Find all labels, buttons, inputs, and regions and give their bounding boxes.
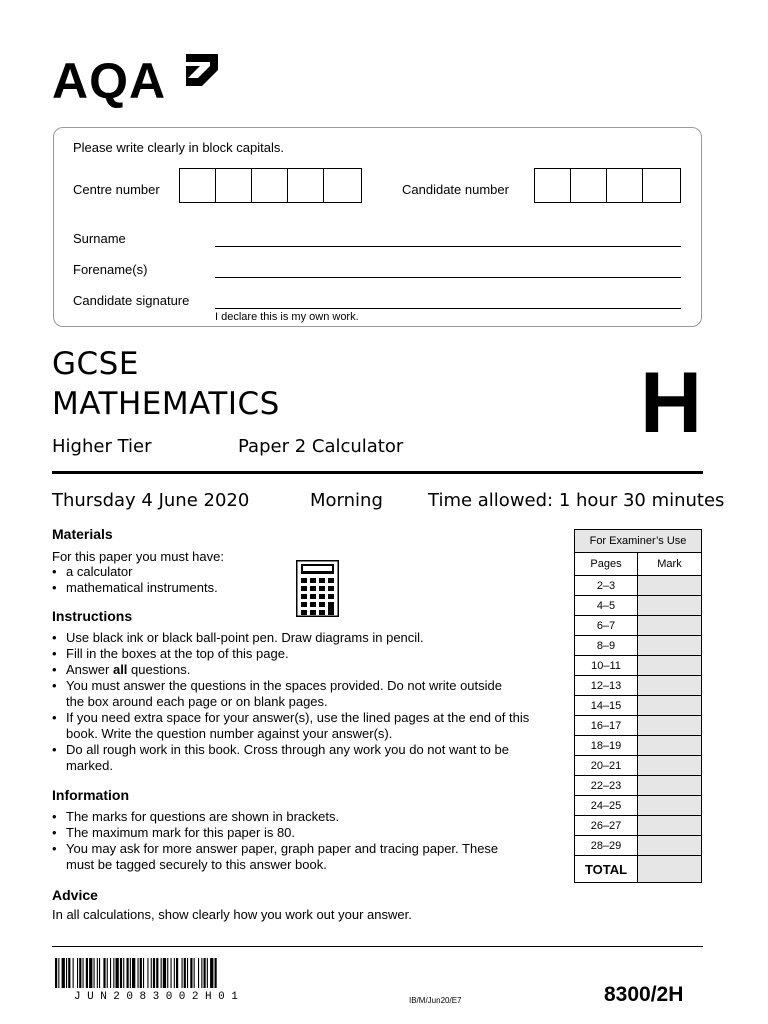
pages-cell: 22–23 [575, 776, 638, 796]
list-item: • If you need extra space for your answer(s), use the lined pages at the end of this book. Write the question number against your answer(s). [52, 710, 552, 742]
exam-date: Thursday 4 June 2020 [52, 490, 250, 511]
table-row [575, 736, 702, 756]
qualification-title: GCSE [52, 346, 139, 382]
advice-text: In all calculations, show clearly how you work out your answer. [52, 907, 412, 922]
table-row [575, 796, 702, 816]
table-row [575, 716, 702, 736]
list-item: • Use black ink or black ball-point pen. Draw diagrams in pencil. [52, 630, 552, 646]
title-divider [52, 471, 703, 474]
mark-cell[interactable] [638, 836, 702, 856]
list-item: • You may ask for more answer paper, graph paper and tracing paper. These must be tagged securely to this answer book. [52, 841, 512, 873]
centre-number-boxes[interactable] [179, 168, 362, 203]
footer-divider [52, 946, 703, 947]
candidate-number-label: Candidate number [402, 182, 509, 197]
barcode-text: JUN2083002H01 [74, 991, 245, 1003]
advice-heading: Advice [52, 887, 98, 903]
candidate-digit-box[interactable] [607, 169, 643, 202]
instructions-list [52, 630, 552, 774]
list-item: • mathematical instruments. [52, 580, 292, 596]
mark-cell[interactable] [638, 596, 702, 616]
mark-cell[interactable] [638, 736, 702, 756]
forename-label: Forename(s) [73, 262, 148, 277]
pages-cell: 4–5 [575, 596, 638, 616]
table-row [575, 836, 702, 856]
mark-cell[interactable] [638, 616, 702, 636]
list-item: • The maximum mark for this paper is 80. [52, 825, 512, 841]
information-list [52, 809, 512, 873]
forename-line[interactable] [215, 277, 681, 278]
centre-digit-box[interactable] [288, 169, 324, 202]
mark-cell[interactable] [638, 716, 702, 736]
tier-letter: H [640, 355, 703, 451]
list-item: • a calculator [52, 564, 292, 580]
paper-reference: IB/M/Jun20/E7 [409, 996, 462, 1005]
instructions-heading: Instructions [52, 608, 133, 624]
table-row [575, 816, 702, 836]
time-allowed: Time allowed: 1 hour 30 minutes [428, 490, 725, 511]
table-row [575, 576, 702, 596]
table-row [575, 676, 702, 696]
mark-cell[interactable] [638, 816, 702, 836]
mark-cell[interactable] [638, 696, 702, 716]
declaration-text: I declare this is my own work. [215, 311, 359, 323]
materials-list [52, 564, 292, 596]
signature-line[interactable] [215, 308, 681, 309]
mark-cell[interactable] [638, 756, 702, 776]
list-item: • The marks for questions are shown in brackets. [52, 809, 512, 825]
candidate-number-boxes[interactable] [534, 168, 681, 203]
mark-cell[interactable] [638, 636, 702, 656]
materials-intro: For this paper you must have: [52, 549, 224, 564]
candidate-digit-box[interactable] [643, 169, 679, 202]
pages-cell: 14–15 [575, 696, 638, 716]
surname-line[interactable] [215, 246, 681, 247]
list-item: • Do all rough work in this book. Cross through any work you do not want to be marked. [52, 742, 552, 774]
pages-cell: 12–13 [575, 676, 638, 696]
centre-digit-box[interactable] [252, 169, 288, 202]
total-label: TOTAL [575, 856, 638, 883]
tier-label: Higher Tier [52, 436, 152, 457]
information-heading: Information [52, 787, 129, 803]
total-mark-cell[interactable] [638, 856, 702, 883]
surname-label: Surname [73, 231, 126, 246]
table-row [575, 696, 702, 716]
pages-column-header: Pages [575, 553, 638, 576]
table-row [575, 756, 702, 776]
mark-column-header: Mark [638, 553, 702, 576]
mark-cell[interactable] [638, 576, 702, 596]
paper-code: 8300/2H [604, 983, 684, 1006]
table-row [575, 596, 702, 616]
materials-heading: Materials [52, 526, 113, 542]
pages-cell: 26–27 [575, 816, 638, 836]
table-row [575, 776, 702, 796]
aqa-logo [52, 52, 222, 110]
pages-cell: 24–25 [575, 796, 638, 816]
examiner-table-title: For Examiner’s Use [575, 530, 702, 553]
examiner-use-table [574, 529, 702, 883]
pages-cell: 20–21 [575, 756, 638, 776]
block-capitals-instruction: Please write clearly in block capitals. [73, 140, 284, 155]
table-row [575, 636, 702, 656]
mark-cell[interactable] [638, 776, 702, 796]
exam-session: Morning [310, 490, 383, 511]
logo-text: AQA [52, 53, 167, 109]
paper-label: Paper 2 Calculator [238, 436, 404, 457]
list-item: • Answer all questions. [52, 662, 552, 678]
centre-number-label: Centre number [73, 182, 160, 197]
mark-cell[interactable] [638, 796, 702, 816]
subject-title: MATHEMATICS [52, 386, 280, 422]
aqa-leaf-icon [180, 52, 220, 92]
candidate-digit-box[interactable] [571, 169, 607, 202]
pages-cell: 18–19 [575, 736, 638, 756]
mark-cell[interactable] [638, 656, 702, 676]
candidate-digit-box[interactable] [535, 169, 571, 202]
list-item: • Fill in the boxes at the top of this page. [52, 646, 552, 662]
pages-cell: 10–11 [575, 656, 638, 676]
centre-digit-box[interactable] [180, 169, 216, 202]
calculator-icon [296, 560, 339, 617]
table-row [575, 656, 702, 676]
pages-cell: 6–7 [575, 616, 638, 636]
pages-cell: 28–29 [575, 836, 638, 856]
pages-cell: 16–17 [575, 716, 638, 736]
pages-cell: 2–3 [575, 576, 638, 596]
centre-digit-box[interactable] [216, 169, 252, 202]
mark-cell[interactable] [638, 676, 702, 696]
signature-label: Candidate signature [73, 293, 190, 308]
barcode-icon [55, 958, 317, 988]
list-item: • You must answer the questions in the spaces provided. Do not write outside the box around each page or on blank pages. [52, 678, 552, 710]
pages-cell: 8–9 [575, 636, 638, 656]
centre-digit-box[interactable] [324, 169, 360, 202]
table-row [575, 616, 702, 636]
